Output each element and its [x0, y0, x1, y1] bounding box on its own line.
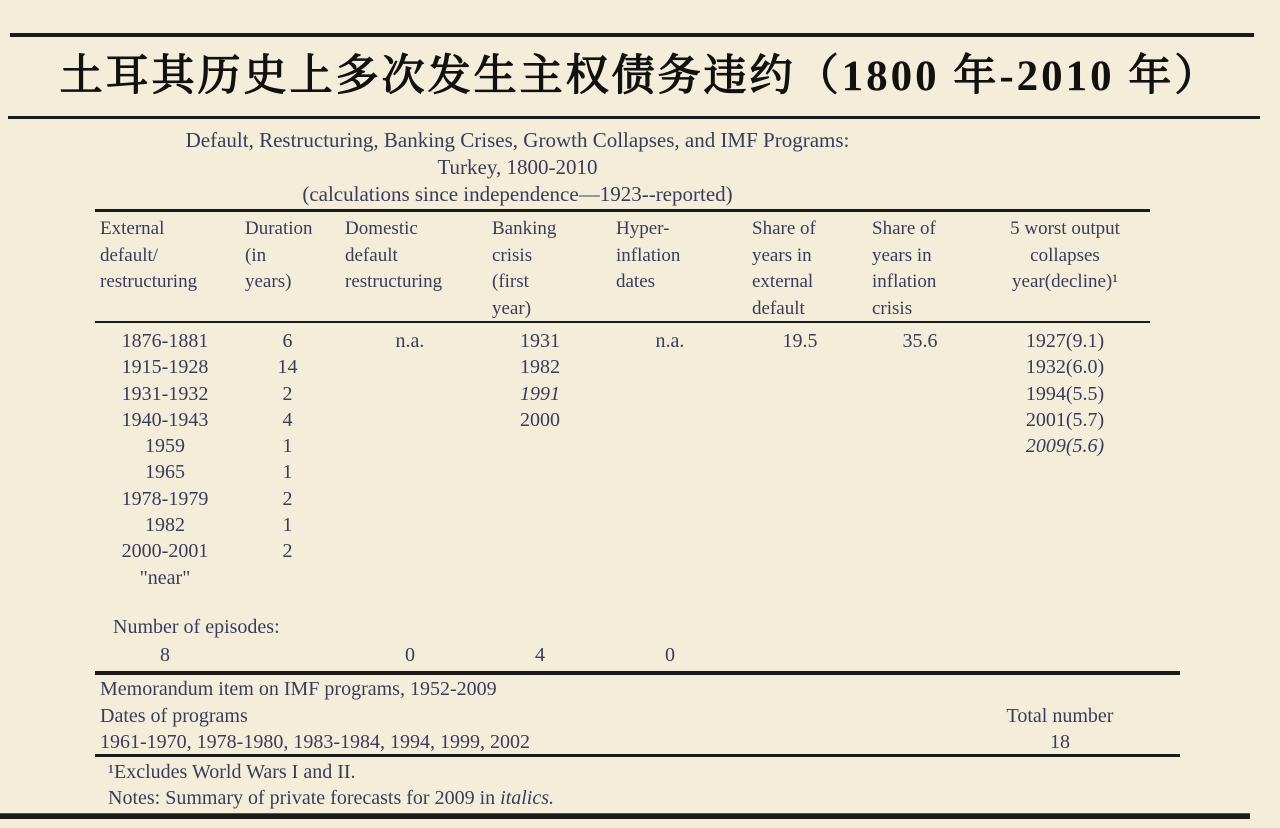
table-cell	[860, 512, 980, 538]
table-cell	[980, 459, 1150, 485]
column-header-line: (in	[245, 244, 267, 266]
table-row	[95, 512, 1150, 538]
table-cell: 1940-1943	[121, 408, 209, 431]
column-header-line: External	[100, 218, 165, 239]
column-header-line: year(decline)¹	[1012, 271, 1118, 292]
table-row	[95, 381, 1150, 407]
column-header-line: Domestic	[345, 218, 418, 239]
column-header	[95, 216, 235, 322]
table-cell: 14	[277, 356, 298, 379]
table-cell	[340, 433, 480, 459]
column-header	[480, 216, 600, 322]
table-cell: 1	[282, 514, 293, 537]
table-caption	[95, 127, 940, 208]
table-cell: 2000	[520, 408, 560, 431]
table-cell: 1994(5.5)	[1025, 382, 1105, 405]
table-row	[95, 538, 1150, 564]
column-header-line: years in	[752, 244, 812, 266]
column-header-line: inflation	[872, 271, 937, 292]
table-cell	[340, 538, 480, 564]
column-header-line: (first	[492, 271, 529, 292]
column-header-line: collapses	[1030, 244, 1100, 266]
column-header-line: default	[345, 244, 398, 266]
table-cell: 2	[282, 382, 293, 405]
table-cell	[740, 381, 860, 407]
table-cell	[600, 407, 740, 433]
episodes-count-cell: 0	[405, 644, 415, 666]
table-cell: 1965	[145, 461, 185, 484]
table-cell: n.a.	[655, 330, 685, 352]
table-row	[95, 486, 1150, 512]
table-cell	[980, 486, 1150, 512]
table-cell: 1	[282, 461, 293, 484]
memorandum-heading: Memorandum item on IMF programs, 1952-2009	[100, 678, 497, 700]
table-cell	[480, 565, 600, 591]
table-cell	[860, 381, 980, 407]
column-header-line: years)	[245, 271, 292, 292]
table-cell	[860, 433, 980, 459]
table-row	[95, 433, 1150, 459]
table-cell: 4	[282, 408, 293, 431]
column-header	[860, 216, 980, 322]
table-cell	[340, 354, 480, 380]
total-number-label: Total number	[1006, 705, 1114, 727]
table-cell	[860, 354, 980, 380]
column-header-line: year)	[492, 297, 532, 319]
dates-of-programs-label: Dates of programs	[100, 705, 248, 727]
table-cell	[480, 486, 600, 512]
column-header-line: crisis	[492, 244, 533, 266]
episodes-count-cell: 0	[665, 644, 675, 666]
episodes-label: Number of episodes:	[113, 616, 280, 638]
column-header	[600, 216, 740, 322]
table-cell: 1876-1881	[121, 330, 209, 352]
caption-line-3: (calculations since independence—1923--reported)	[302, 182, 733, 206]
table-cell	[740, 433, 860, 459]
table-cell: 1932(6.0)	[1025, 356, 1105, 379]
episodes-count-cell	[235, 642, 340, 668]
column-header-line: restructuring	[345, 271, 443, 292]
table-cell: n.a.	[395, 330, 425, 352]
table-cell	[600, 565, 740, 591]
table-cell	[740, 486, 860, 512]
column-header-line: years in	[872, 244, 932, 266]
table-cell: 1978-1979	[121, 487, 209, 510]
column-header-line: Banking	[492, 218, 557, 239]
column-header-line: Share of	[872, 218, 936, 239]
table-cell	[980, 565, 1150, 591]
table-row	[95, 459, 1150, 485]
table-cell	[340, 459, 480, 485]
column-header	[980, 216, 1150, 322]
episodes-count-cell	[860, 642, 980, 668]
caption-line-2: Turkey, 1800-2010	[437, 155, 598, 179]
column-header-line: Duration	[245, 218, 313, 239]
episodes-count-cell	[740, 642, 860, 668]
column-header-line: restructuring	[100, 271, 198, 292]
table-cell: 2	[282, 487, 293, 510]
table-cell: 1	[282, 435, 293, 458]
table-cell	[600, 538, 740, 564]
table-cell	[860, 486, 980, 512]
table-cell	[740, 565, 860, 591]
table-cell: 1982	[145, 514, 185, 537]
table-cell	[600, 381, 740, 407]
table-cell: 2000-2001	[121, 540, 209, 563]
dates-of-programs-value: 1961-1970, 1978-1980, 1983-1984, 1994, 1999, 2002	[100, 731, 530, 753]
column-header-line: inflation	[616, 244, 681, 266]
table-cell: 1991	[520, 382, 560, 405]
episodes-count-cell	[980, 642, 1150, 668]
table-cell	[600, 354, 740, 380]
table-header-bottom-rule	[95, 321, 1150, 323]
caption-line-1: Default, Restructuring, Banking Crises, Growth Collapses, and IMF Programs:	[185, 128, 850, 152]
total-number-value: 18	[1050, 731, 1070, 753]
table-top-rule	[95, 209, 1150, 212]
table-cell	[740, 354, 860, 380]
table-cell	[740, 407, 860, 433]
footnote-notes	[108, 787, 554, 810]
table-cell	[480, 538, 600, 564]
memorandum-bottom-rule	[95, 754, 1180, 757]
footnote-notes-italic: italics.	[500, 787, 555, 809]
title-divider-rule	[8, 116, 1260, 119]
episodes-count-cell: 4	[535, 644, 545, 666]
table-cell	[340, 381, 480, 407]
table-cell: 1931	[520, 330, 560, 352]
column-header-line: crisis	[872, 297, 913, 319]
top-border-rule	[10, 33, 1254, 37]
column-header-line: dates	[616, 271, 656, 292]
table-row	[95, 565, 1150, 591]
table-cell	[740, 538, 860, 564]
table-header-row	[95, 216, 1150, 322]
table-cell: 19.5	[782, 330, 818, 352]
column-header-line: 5 worst output	[1010, 218, 1120, 239]
table-cell	[235, 565, 340, 591]
table-cell	[860, 538, 980, 564]
footnote-excludes: ¹Excludes World Wars I and II.	[108, 761, 356, 783]
table-cell	[740, 459, 860, 485]
column-header-line: default/	[100, 244, 159, 266]
column-header	[740, 216, 860, 322]
table-cell: "near"	[139, 566, 191, 589]
table-cell: 2	[282, 540, 293, 563]
table-row	[95, 354, 1150, 380]
column-header	[235, 216, 340, 322]
table-cell	[480, 512, 600, 538]
table-cell	[740, 512, 860, 538]
table-cell: 1959	[145, 435, 185, 458]
table-body	[95, 328, 1150, 591]
table-cell	[340, 565, 480, 591]
table-cell	[860, 459, 980, 485]
table-cell: 1915-1928	[121, 356, 209, 379]
episodes-count-cell: 8	[160, 644, 170, 666]
episodes-values-row	[95, 642, 1150, 668]
footnote-notes-text: Notes: Summary of private forecasts for 2009 in	[108, 787, 501, 809]
table-cell	[860, 407, 980, 433]
table-cell	[480, 433, 600, 459]
table-cell	[340, 407, 480, 433]
table-cell	[480, 459, 600, 485]
column-header	[340, 216, 480, 322]
table-row	[95, 328, 1150, 354]
table-cell	[980, 512, 1150, 538]
table-cell: 1982	[520, 356, 560, 379]
table-cell: 2001(5.7)	[1025, 408, 1105, 431]
table-cell	[600, 486, 740, 512]
table-cell: 6	[282, 330, 293, 352]
table-cell	[600, 512, 740, 538]
episodes-bottom-rule	[95, 671, 1180, 675]
column-header-line: Hyper-	[616, 218, 670, 239]
column-header-line: external	[752, 271, 814, 292]
table-cell: 2009(5.6)	[1025, 435, 1105, 458]
table-cell	[860, 565, 980, 591]
page-title: 土耳其历史上多次发生主权债务违约（1800 年-2010 年）	[59, 53, 1221, 100]
table-cell	[340, 512, 480, 538]
table-cell: 1927(9.1)	[1025, 330, 1105, 352]
bottom-border-rule	[0, 813, 1250, 819]
table-cell	[980, 538, 1150, 564]
table-cell	[340, 486, 480, 512]
column-header-line: Share of	[752, 218, 816, 239]
table-cell: 1931-1932	[121, 382, 209, 405]
table-row	[95, 407, 1150, 433]
column-header-line: default	[752, 297, 805, 319]
table-cell	[600, 433, 740, 459]
table-cell	[600, 459, 740, 485]
table-cell: 35.6	[902, 330, 938, 352]
